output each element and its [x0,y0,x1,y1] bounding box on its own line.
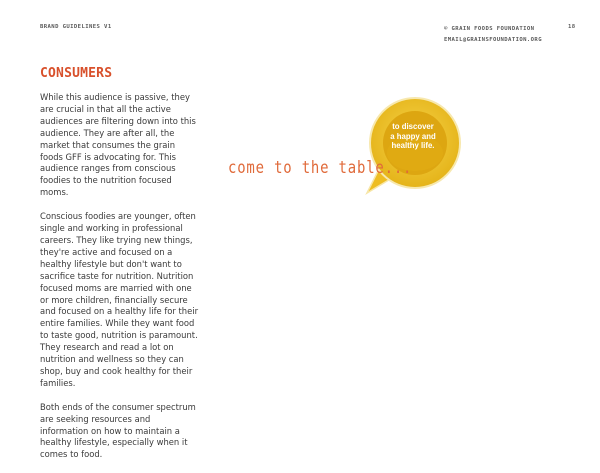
paragraph: Both ends of the consumer spectrum are seeking resources and information on how to maintain a healthy lifestyle, especially when it comes to food. [40,401,196,460]
organization-name: © GRAIN FOODS FOUNDATION [444,26,535,32]
paragraph: Conscious foodies are younger, often single and working in professional careers. They like trying new things, they're active and focused on a healthy lifestyle but don't want to sacrifice taste for nutrition. Nutrition focused moms are married with one or more children, financially secure and focused on a healthy life for their entire families. While they want food to taste good, nutrition is paramount. They research and read a lot on nutrition and wellness so they can shop, buy and cook healthy for their families. [40,211,199,388]
bubble-text [387,122,439,151]
section-title: CONSUMERS [40,66,113,81]
document-title: BRAND GUIDELINES V1 [40,24,112,30]
bubble-line: a happy and [390,131,436,141]
body-text [40,92,200,473]
bubble-line: healthy life. [391,141,435,151]
page-number: 18 [568,24,576,30]
bubble-line: to discover [392,122,434,131]
tagline: come to the table... [228,158,413,178]
contact-email[interactable]: EMAIL@GRAINSFOUNDATION.ORG [444,37,542,43]
header-contact [444,24,542,46]
paragraph: While this audience is passive, they are crucial in that all the active audiences are filtering down into this audience. They are after all, the market that consumes the grain foods GFF is advocating for. This audience ranges from conscious foodies to the nutrition focused moms. [40,92,196,198]
